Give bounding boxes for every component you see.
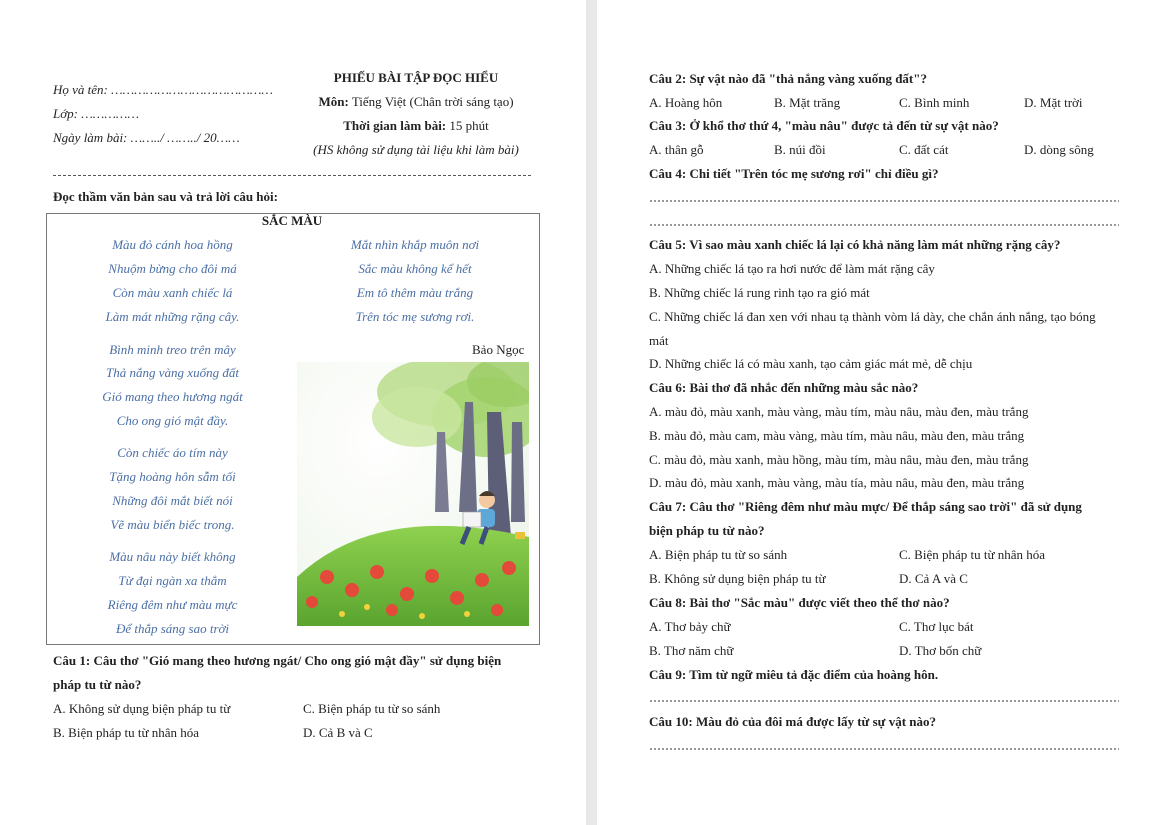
- q8-option-c: C. Thơ lục bát: [899, 619, 974, 634]
- poem-line: Còn chiếc áo tím này: [117, 445, 228, 460]
- poem-title: SẮC MÀU: [261, 213, 323, 228]
- q2-option-a: A. Hoàng hôn: [649, 95, 723, 110]
- q7-option-a: A. Biện pháp tu từ so sánh: [649, 547, 788, 562]
- poem-line: Màu nâu này biết không: [109, 549, 236, 564]
- q1-option-c: C. Biện pháp tu từ so sánh: [303, 701, 441, 716]
- q2-text: Câu 2: Sự vật nào đã "thả nắng vàng xuống đất"?: [649, 71, 927, 86]
- poem-line: Mắt nhìn khắp muôn nơi: [350, 237, 480, 252]
- page-left: [0, 0, 586, 825]
- q5-option-c-cont: mát: [649, 333, 669, 348]
- q7-option-c: C. Biện pháp tu từ nhân hóa: [899, 547, 1046, 562]
- q6-text: Câu 6: Bài thơ đã nhắc đến những màu sắc nào?: [649, 380, 919, 395]
- poem-line: Bình minh treo trên mây: [109, 342, 236, 357]
- name-field-label: Họ và tên: ……………………………………: [53, 82, 273, 97]
- time-value: 15 phút: [449, 118, 489, 133]
- q1-option-a: A. Không sử dụng biện pháp tu từ: [53, 701, 231, 716]
- q4-text: Câu 4: Chi tiết "Trên tóc mẹ sương rơi" chỉ điều gì?: [649, 166, 939, 181]
- poem-line: Còn màu xanh chiếc lá: [112, 285, 233, 300]
- answer-line: [649, 200, 1119, 202]
- poem-line: Gió mang theo hương ngát: [102, 389, 243, 404]
- q6-option-a: A. màu đỏ, màu xanh, màu vàng, màu tím, màu nâu, màu đen, màu trắng: [649, 404, 1029, 419]
- q5-option-b: B. Những chiếc lá rung rinh tạo ra gió mát: [649, 285, 870, 300]
- poem-line: Làm mát những rặng cây.: [105, 309, 240, 324]
- q3-option-c: C. đất cát: [899, 142, 949, 157]
- poem-author: Bảo Ngọc: [472, 342, 525, 357]
- time-label: Thời gian làm bài:: [343, 118, 447, 133]
- divider: [53, 175, 531, 176]
- q2-option-d: D. Mặt trời: [1024, 95, 1083, 110]
- q5-option-c: C. Những chiếc lá đan xen với nhau tạ thành vòm lá dày, che chắn ánh nắng, tạo bóng: [649, 309, 1096, 324]
- answer-line: [649, 224, 1119, 226]
- poem-line: Cho ong gió mật đầy.: [116, 413, 229, 428]
- exam-note: (HS không sử dụng tài liệu khi làm bài): [313, 142, 519, 157]
- q8-option-d: D. Thơ bốn chữ: [899, 643, 982, 658]
- q5-text: Câu 5: Vì sao màu xanh chiếc lá lại có khả năng làm mát những rặng cây?: [649, 237, 1061, 252]
- poem-illustration: [297, 362, 529, 626]
- q7-option-d: D. Cả A và C: [899, 571, 968, 586]
- date-field-label: Ngày làm bài: ……../ ……../ 20……: [53, 130, 240, 145]
- q8-option-b: B. Thơ năm chữ: [649, 643, 734, 658]
- instruction: Đọc thầm văn bản sau và trả lời câu hỏi:: [53, 189, 278, 204]
- poem-line: Thả nắng vàng xuống đất: [106, 365, 239, 380]
- poem-line: Để thắp sáng sao trời: [115, 621, 230, 636]
- q8-text: Câu 8: Bài thơ "Sắc màu" được viết theo thể thơ nào?: [649, 595, 950, 610]
- poem-line: Màu đỏ cánh hoa hồng: [112, 237, 233, 252]
- q3-text: Câu 3: Ở khổ thơ thứ 4, "màu nâu" được tả đến từ sự vật nào?: [649, 118, 999, 133]
- q10-text: Câu 10: Màu đỏ của đôi má được lấy từ sự vật nào?: [649, 714, 937, 729]
- q7-text: Câu 7: Câu thơ "Riêng đêm như màu mực/ Để thắp sáng sao trời" đã sử dụng: [649, 499, 1082, 514]
- q7-option-b: B. Không sử dụng biện pháp tu từ: [649, 571, 826, 586]
- tree-foliage: [372, 362, 529, 457]
- q8-option-a: A. Thơ bảy chữ: [649, 619, 731, 634]
- poem-line: Em tô thêm màu trắng: [356, 285, 474, 300]
- answer-line: [649, 748, 1119, 750]
- q1-option-b: B. Biện pháp tu từ nhân hóa: [53, 725, 200, 740]
- q6-option-b: B. màu đỏ, màu cam, màu vàng, màu tím, màu nâu, màu đen, màu trắng: [649, 428, 1025, 443]
- q6-option-d: D. màu đỏ, màu xanh, màu vàng, màu tía, màu nâu, màu đen, màu trắng: [649, 475, 1025, 490]
- subject-line: [296, 94, 536, 110]
- q1-option-d: D. Cả B và C: [303, 725, 373, 740]
- q2-option-c: C. Bình minh: [899, 95, 970, 110]
- worksheet-title: PHIẾU BÀI TẬP ĐỌC HIỂU: [333, 70, 499, 85]
- class-field-label: Lớp: ……………: [53, 106, 140, 121]
- poem-line: Sắc màu không kể hết: [358, 261, 472, 276]
- poem-line: Riêng đêm như màu mực: [107, 597, 238, 612]
- poem-line: Nhuộm bừng cho đôi má: [108, 261, 237, 276]
- subject-label: Môn:: [318, 94, 349, 109]
- q1-text: Câu 1: Câu thơ "Gió mang theo hương ngát/ Cho ong gió mật đầy" sử dụng biện: [53, 653, 502, 668]
- subject-value: Tiếng Việt (Chân trời sáng tạo): [351, 94, 514, 109]
- poem-line: Tặng hoàng hôn sẫm tối: [109, 469, 236, 484]
- q2-option-b: B. Mặt trăng: [774, 95, 841, 110]
- q5-option-d: D. Những chiếc lá có màu xanh, tạo cảm giác mát mẻ, dễ chịu: [649, 356, 973, 371]
- poem-line: Trên tóc mẹ sương rơi.: [355, 309, 475, 324]
- q9-text: Câu 9: Tìm từ ngữ miêu tả đặc điểm của hoàng hôn.: [649, 667, 939, 682]
- q6-option-c: C. màu đỏ, màu xanh, màu hồng, màu tím, màu nâu, màu đen, màu trắng: [649, 452, 1029, 467]
- answer-line: [649, 700, 1119, 702]
- q3-option-b: B. núi đồi: [774, 142, 826, 157]
- poem-line: Vẽ màu biển biếc trong.: [110, 517, 235, 532]
- poem-line: Những đôi mắt biết nói: [112, 493, 233, 508]
- q3-option-d: D. dòng sông: [1024, 142, 1094, 157]
- q7-text-cont: biện pháp tu từ nào?: [649, 523, 765, 538]
- time-line: [296, 118, 536, 134]
- q1-text-cont: pháp tu từ nào?: [53, 677, 142, 692]
- q5-option-a: A. Những chiếc lá tạo ra hơi nước để làm mát rặng cây: [649, 261, 935, 276]
- q3-option-a: A. thân gỗ: [649, 142, 704, 157]
- poem-line: Từ đại ngàn xa thẳm: [118, 573, 227, 588]
